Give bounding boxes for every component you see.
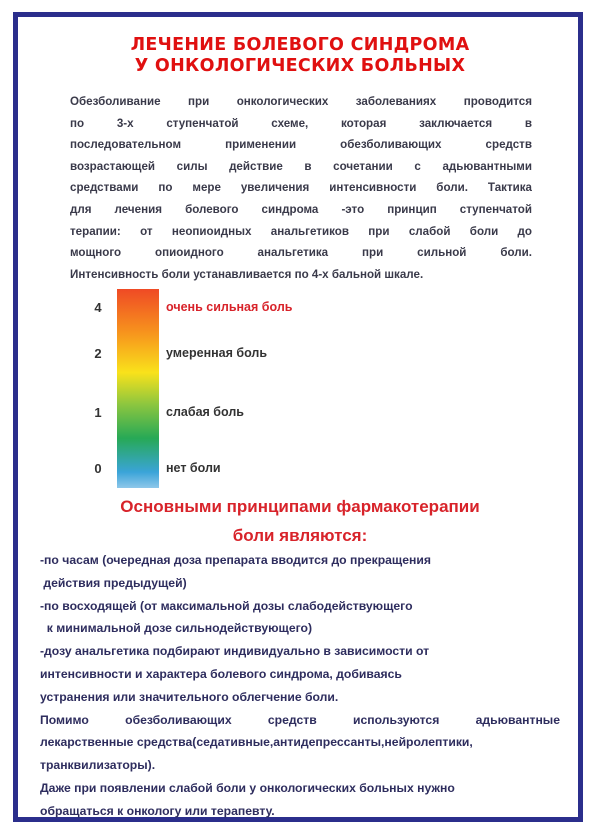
- principles-line: Даже при появлении слабой боли у онкологических больных нужно: [40, 780, 455, 795]
- title-line-2: У ОНКОЛОГИЧЕСКИХ БОЛЬНЫХ: [134, 56, 466, 76]
- intro-line: по 3-х ступенчатой схеме, которая заключается в: [70, 116, 532, 130]
- pain-level-value-1: 1: [94, 405, 102, 420]
- principles-line: -дозу анальгетика подбирают индивидуально в зависимости от: [40, 644, 430, 659]
- intro-line: последовательном применении обезболивающих средств: [70, 138, 532, 152]
- principles-heading-line-2: боли являются:: [232, 526, 368, 545]
- pain-level-label-2: умеренная боль: [166, 346, 268, 360]
- pain-level-label-4: очень сильная боль: [166, 300, 293, 314]
- title-line-1: ЛЕЧЕНИЕ БОЛЕВОГО СИНДРОМА: [130, 35, 470, 55]
- principles-line: транквилизаторы).: [40, 758, 156, 773]
- principles-line: обращаться к онкологу или терапевту.: [40, 803, 275, 818]
- intro-line: терапии: от неопиоидных анальгетиков при слабой боли до: [70, 224, 532, 238]
- pain-scale-gradient-bar: [117, 289, 159, 488]
- intro-line: для лечения болевого синдрома -это принцип ступенчатой: [70, 202, 532, 216]
- principles-line: -по восходящей (от максимальной дозы слабодействующего: [40, 598, 413, 613]
- intro-line: Обезболивание при онкологических заболеваниях проводится: [70, 95, 532, 108]
- principles-line: Помимо обезболивающих средств используются адьювантные: [40, 712, 560, 727]
- principles-line: лекарственные средства(седативные,антидепрессанты,нейролептики,: [40, 735, 473, 750]
- principles-line: интенсивности и характера болевого синдрома, добиваясь: [40, 666, 402, 681]
- intro-line: средствами по мере увеличения интенсивности боли. Тактика: [70, 181, 532, 195]
- principles-list: [40, 549, 560, 823]
- intro-line: мощного опиоидного анальгетика при сильной боли.: [70, 246, 532, 260]
- intro-paragraph: [70, 91, 532, 285]
- pain-level-label-0: нет боли: [166, 461, 221, 475]
- pain-level-label-1: слабая боль: [166, 405, 244, 419]
- intro-line: возрастающей силы действие в сочетании с адьювантными: [70, 159, 532, 173]
- principles-line: к минимальной дозе сильнодействующего): [40, 621, 313, 636]
- principles-heading-line-1: Основными принципами фармакотерапии: [120, 497, 480, 516]
- pain-level-value-0: 0: [94, 461, 102, 476]
- intro-line: Интенсивность боли устанавливается по 4-х бальной шкале.: [70, 267, 424, 281]
- pain-level-value-4: 4: [94, 300, 102, 315]
- pain-level-value-2: 2: [94, 346, 102, 361]
- principles-line: -по часам (очередная доза препарата вводится до прекращения: [40, 553, 431, 567]
- principles-line: действия предыдущей): [40, 575, 187, 590]
- principles-line: устранения или значительного облегчение боли.: [40, 689, 339, 704]
